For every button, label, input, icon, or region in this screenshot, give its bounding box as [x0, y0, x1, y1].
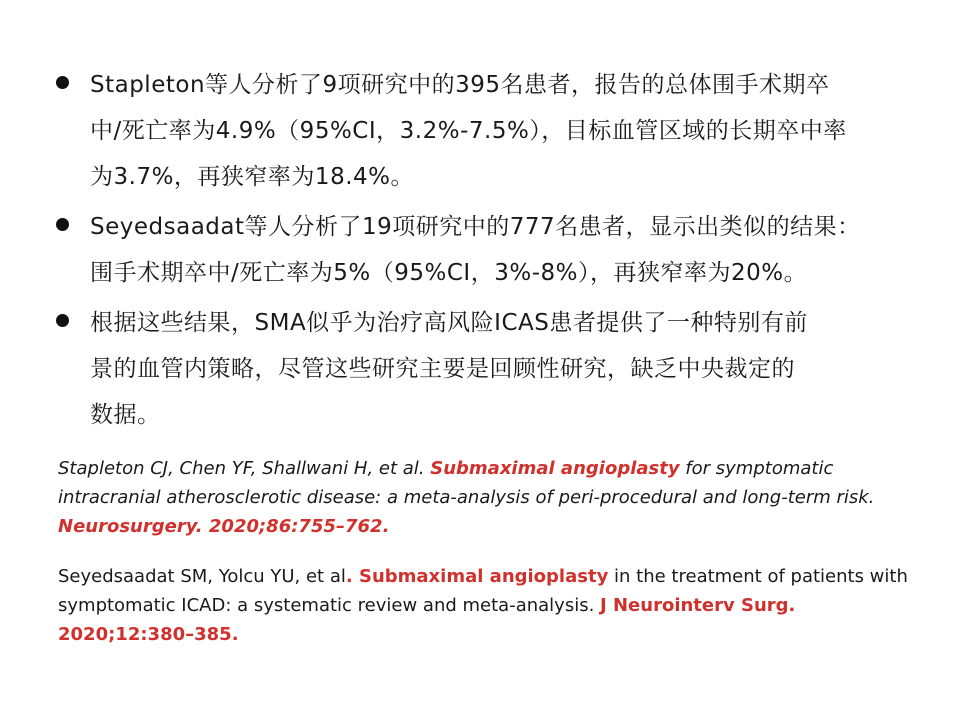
reference-authors-dot: .	[345, 566, 359, 587]
reference-seyedsaadat	[58, 562, 918, 649]
bullet-dot-icon	[56, 218, 69, 231]
reference-journal: Neurosurgery. 2020;86:755–762.	[58, 516, 390, 537]
bullet-text: Seyedsaadat等人分析了19项研究中的777名患者，显示出类似的结果： 围手术期卒中/死亡率为5%（95%CI，3%-8%），再狭窄率为20%。	[90, 214, 861, 286]
reference-title-highlight: Submaximal angioplasty	[358, 566, 609, 587]
reference-stapleton	[58, 454, 918, 541]
bullet-dot-icon	[56, 76, 69, 89]
reference-authors: Stapleton CJ, Chen YF, Shallwani H, et al.	[58, 458, 431, 479]
bullet-item	[56, 204, 916, 296]
reference-title: in the treatment of patients with symptomatic ICAD: a systematic review and meta-analysis.	[58, 566, 908, 616]
reference-journal: J Neurointerv Surg. 2020;12:380–385.	[58, 595, 796, 645]
bullet-item	[56, 300, 916, 438]
reference-title-highlight: Submaximal angioplasty	[430, 458, 680, 479]
bullet-list	[56, 62, 916, 442]
bullet-text: Stapleton等人分析了9项研究中的395名患者，报告的总体围手术期卒 中/死亡率为4.9%（95%CI，3.2%-7.5%），目标血管区域的长期卒中率 为3.7%，再狭窄率为18.4%。	[90, 72, 847, 190]
bullet-item	[56, 62, 916, 200]
reference-title: for symptomatic intracranial atherosclerotic disease: a meta-analysis of peri-procedural and long-term risk.	[58, 458, 875, 508]
reference-authors: Seyedsaadat SM, Yolcu YU, et al	[58, 566, 346, 587]
bullet-dot-icon	[56, 314, 69, 327]
bullet-text: 根据这些结果，SMA似乎为治疗高风险ICAS患者提供了一种特别有前 景的血管内策略，尽管这些研究主要是回顾性研究，缺乏中央裁定的 数据。	[90, 310, 808, 428]
